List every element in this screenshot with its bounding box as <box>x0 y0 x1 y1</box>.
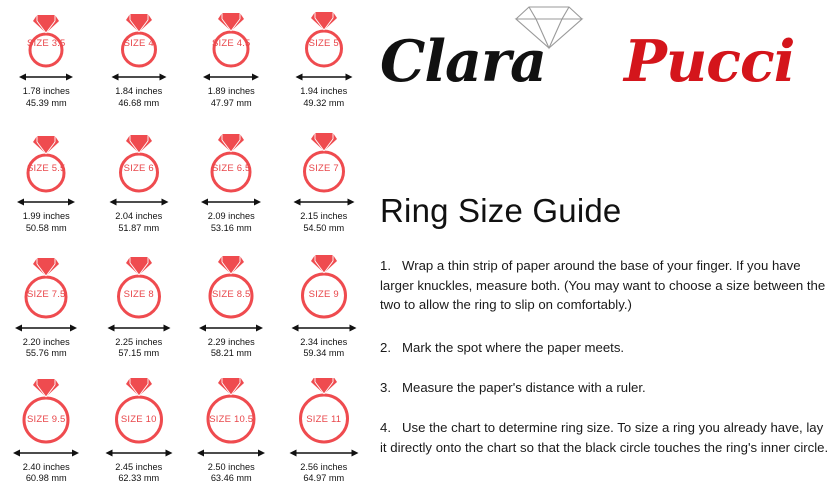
page-title: Ring Size Guide <box>380 192 622 229</box>
ring-measurements <box>185 337 278 360</box>
ring-size-cell <box>185 0 278 125</box>
ring-measurements <box>93 462 186 485</box>
ring-measurements <box>185 211 278 234</box>
ring-size-cell <box>0 251 93 376</box>
measurement-arrow-icon <box>10 197 82 207</box>
measurement-arrow-icon <box>10 448 82 458</box>
measurement-inches: 2.50 inches <box>207 461 255 472</box>
measurement-inches: 2.04 inches <box>115 211 163 222</box>
step-text: Wrap a thin strip of paper around the base of your finger. If you have larger knuckles, measure both. (You may want to choose a size between the two to allow the ring to slip on comfortably.) <box>380 258 826 312</box>
ring-size-label: SIZE 4.5 <box>211 38 251 49</box>
ring-illustration <box>285 2 363 68</box>
ring-size-cell <box>0 125 93 250</box>
ring-illustration <box>285 253 363 319</box>
measurement-arrow-icon <box>195 448 267 458</box>
ring-size-cell <box>93 0 186 125</box>
step-text: Use the chart to determine ring size. To size a ring you already have, lay it directly onto the chart so that the black circle touches the ring's inner circle. <box>380 420 829 455</box>
ring-measurements <box>93 86 186 109</box>
ring-size-cell <box>0 376 93 501</box>
measurement-inches: 1.78 inches <box>22 86 70 96</box>
ring-illustration <box>7 378 85 444</box>
measurement-mm: 58.21 mm <box>210 348 252 358</box>
ring-size-label: SIZE 5 <box>308 38 339 49</box>
measurement-arrow-icon <box>195 72 267 82</box>
ring-size-cell <box>278 376 371 501</box>
ring-size-cell <box>185 251 278 376</box>
measurement-arrow-icon <box>195 197 267 207</box>
ring-size-label: SIZE 5.5 <box>26 163 66 175</box>
ring-size-label: SIZE 6.5 <box>211 163 251 175</box>
step-text: Mark the spot where the paper meets. <box>402 340 625 355</box>
ring-size-label: SIZE 4 <box>123 38 154 49</box>
ring-measurements <box>0 211 93 234</box>
measurement-mm: 46.68 mm <box>118 97 160 108</box>
brand-name-second: Pucci <box>624 28 795 95</box>
measurement-inches: 1.89 inches <box>207 86 255 96</box>
measurement-inches: 2.25 inches <box>115 336 163 347</box>
ring-illustration <box>100 127 178 193</box>
measurement-mm: 54.50 mm <box>303 222 345 233</box>
ring-illustration <box>192 127 270 193</box>
ring-size-label: SIZE 7.5 <box>26 288 66 300</box>
ring-measurements <box>278 337 371 360</box>
measurement-inches: 2.56 inches <box>300 461 348 472</box>
ring-size-cell <box>278 251 371 376</box>
ring-illustration <box>7 127 85 193</box>
ring-size-label: SIZE 9 <box>308 288 339 300</box>
measurement-inches: 2.40 inches <box>22 461 70 472</box>
measurement-inches: 2.29 inches <box>207 336 255 347</box>
measurement-mm: 47.97 mm <box>210 97 252 108</box>
ring-measurements <box>278 86 371 109</box>
ring-size-cell <box>93 125 186 250</box>
measurement-mm: 62.33 mm <box>118 473 160 484</box>
measurement-mm: 57.15 mm <box>118 348 160 358</box>
ring-illustration <box>7 253 85 319</box>
ring-size-cell <box>93 251 186 376</box>
measurement-inches: 2.15 inches <box>300 211 348 222</box>
measurement-arrow-icon <box>103 448 175 458</box>
ring-size-label: SIZE 3.5 <box>26 38 66 49</box>
ring-illustration <box>100 2 178 68</box>
measurement-mm: 50.58 mm <box>25 222 67 233</box>
step-text: Measure the paper's distance with a ruler. <box>402 380 646 395</box>
ring-illustration <box>285 127 363 193</box>
measurement-mm: 55.76 mm <box>25 348 67 358</box>
ring-measurements <box>0 462 93 485</box>
ring-size-label: SIZE 8 <box>123 288 154 300</box>
ring-illustration <box>285 378 363 444</box>
ring-size-label: SIZE 6 <box>123 163 154 175</box>
step-number: 1. <box>380 258 399 273</box>
ring-size-label: SIZE 9.5 <box>26 413 66 425</box>
ring-measurements <box>185 462 278 485</box>
ring-measurements <box>278 211 371 234</box>
measurement-mm: 49.32 mm <box>303 97 345 108</box>
ring-illustration <box>7 2 85 68</box>
measurement-arrow-icon <box>288 197 360 207</box>
ring-size-label: SIZE 7 <box>308 163 339 175</box>
ring-size-cell <box>185 376 278 501</box>
ring-measurements <box>93 337 186 360</box>
measurement-arrow-icon <box>103 323 175 333</box>
measurement-mm: 64.97 mm <box>303 473 345 484</box>
measurement-mm: 45.39 mm <box>25 97 67 108</box>
step-number: 4. <box>380 420 399 435</box>
ring-size-label: SIZE 10 <box>120 413 157 425</box>
ring-size-cell <box>93 376 186 501</box>
step-number: 2. <box>380 340 399 355</box>
ring-illustration <box>192 253 270 319</box>
ring-size-label: SIZE 10.5 <box>209 413 254 425</box>
ring-illustration <box>192 378 270 444</box>
instruction-step-2 <box>380 338 830 358</box>
ring-measurements <box>278 462 371 485</box>
ring-measurements <box>0 86 93 109</box>
ring-size-cell <box>0 0 93 125</box>
ring-illustration <box>100 253 178 319</box>
ring-illustration <box>192 2 270 68</box>
measurement-inches: 2.45 inches <box>115 461 163 472</box>
measurement-mm: 53.16 mm <box>210 222 252 233</box>
measurement-arrow-icon <box>288 323 360 333</box>
ring-size-label: SIZE 8.5 <box>211 288 251 300</box>
measurement-arrow-icon <box>288 72 360 82</box>
measurement-inches: 2.09 inches <box>207 211 255 222</box>
measurement-mm: 63.46 mm <box>210 473 252 484</box>
ring-illustration <box>100 378 178 444</box>
ring-measurements <box>0 337 93 360</box>
measurement-inches: 2.20 inches <box>22 336 70 347</box>
measurement-inches: 1.94 inches <box>300 86 348 96</box>
measurement-mm: 60.98 mm <box>25 473 67 484</box>
guide-panel <box>372 0 839 501</box>
ring-size-cell <box>278 0 371 125</box>
ring-measurements <box>93 211 186 234</box>
instruction-step-1 <box>380 256 830 315</box>
step-number: 3. <box>380 380 399 395</box>
ring-size-cell <box>185 125 278 250</box>
measurement-arrow-icon <box>103 72 175 82</box>
brand-name-first: Clara <box>380 28 546 95</box>
instruction-step-3 <box>380 378 830 398</box>
measurement-mm: 51.87 mm <box>118 222 160 233</box>
measurement-mm: 59.34 mm <box>303 348 345 358</box>
instruction-step-4 <box>380 418 830 457</box>
measurement-arrow-icon <box>288 448 360 458</box>
measurement-inches: 2.34 inches <box>300 336 348 347</box>
measurement-inches: 1.84 inches <box>115 86 163 96</box>
measurement-inches: 1.99 inches <box>22 211 70 222</box>
ring-size-label: SIZE 11 <box>306 413 342 425</box>
measurement-arrow-icon <box>103 197 175 207</box>
ring-size-chart <box>0 0 370 501</box>
measurement-arrow-icon <box>10 323 82 333</box>
brand-logo <box>372 0 839 120</box>
measurement-arrow-icon <box>195 323 267 333</box>
ring-size-cell <box>278 125 371 250</box>
measurement-arrow-icon <box>10 72 82 82</box>
ring-measurements <box>185 86 278 109</box>
